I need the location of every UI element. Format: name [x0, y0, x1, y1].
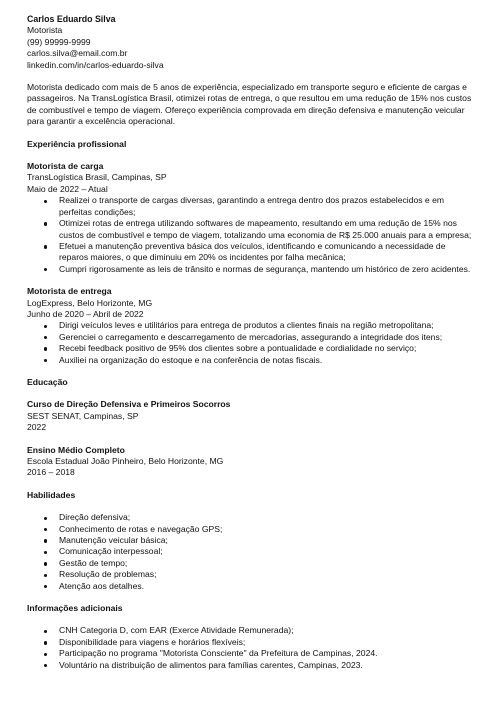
- additional-info-item: CNH Categoria D, com EAR (Exerce Atividade Remunerada);: [59, 625, 475, 636]
- additional-info-item: Disponibilidade para viagens e horários flexíveis;: [59, 637, 475, 648]
- resume-document: [27, 14, 475, 671]
- job-title: Motorista de entrega: [27, 286, 112, 297]
- additional-info-item: Participação no programa "Motorista Consciente" da Prefeitura de Campinas, 2024.: [59, 648, 475, 659]
- bullet-item: Auxiliei na organização do estoque e na conferência de notas fiscais.: [59, 355, 475, 366]
- email-address: carlos.silva@email.com.br: [27, 48, 128, 59]
- institution-name: SEST SENAT, Campinas, SP: [27, 410, 139, 421]
- bullet-item: Efetuei a manutenção preventiva básica dos veículos, identificando e comunicando a necessidade de reparos maiores, o que diminuiu em 20% os incidentes por falha mecânica;: [59, 241, 475, 264]
- job-period: Junho de 2020 – Abril de 2022: [27, 308, 144, 319]
- education-entry: [27, 445, 475, 479]
- additional-info-list: [27, 625, 475, 671]
- institution-name: Escola Estadual João Pinheiro, Belo Horizonte, MG: [27, 456, 224, 466]
- course-title: Curso de Direção Defensiva e Primeiros Socorros: [27, 399, 231, 410]
- job-entry: [27, 286, 475, 366]
- skills-list: [27, 512, 475, 592]
- skill-item: Gestão de tempo;: [59, 558, 475, 569]
- education-period: 2022: [27, 422, 47, 433]
- bullet-item: Cumpri rigorosamente as leis de trânsito e normas de segurança, mantendo um histórico de zero acidentes.: [59, 264, 475, 275]
- bullet-item: Gerenciei o carregamento e descarregamento de mercadorias, assegurando a integridade dos itens;: [59, 332, 475, 343]
- education-period: 2016 – 2018: [27, 467, 75, 478]
- job-entry: [27, 161, 475, 275]
- job-bullets: [27, 195, 475, 275]
- course-title: Ensino Médio Completo: [27, 444, 125, 455]
- experience-heading: Experiência profissional: [27, 138, 127, 149]
- linkedin-url: linkedin.com/in/carlos-eduardo-silva: [27, 59, 164, 70]
- candidate-name: Carlos Eduardo Silva: [27, 14, 116, 24]
- bullet-item: Dirigi veículos leves e utilitários para entrega de produtos a clientes finais na região metropolitana;: [59, 320, 475, 331]
- skills-heading: Habilidades: [27, 489, 76, 500]
- job-company: LogExpress, Belo Horizonte, MG: [27, 297, 153, 308]
- job-company: TransLogística Brasil, Campinas, SP: [27, 172, 167, 183]
- additional-info-heading: Informações adicionais: [27, 603, 123, 614]
- skill-item: Manutenção veicular básica;: [59, 535, 475, 546]
- job-bullets: [27, 320, 475, 366]
- bullet-item: Recebi feedback positivo de 95% dos clientes sobre a pontualidade e cordialidade no serviço;: [59, 343, 475, 354]
- job-period: Maio de 2022 – Atual: [27, 183, 108, 194]
- skill-item: Direção defensiva;: [59, 512, 475, 523]
- education-heading: Educação: [27, 376, 68, 387]
- skill-item: Resolução de problemas;: [59, 569, 475, 580]
- phone-number: (99) 99999-9999: [27, 36, 91, 47]
- resume-header: [27, 14, 475, 71]
- job-title: Motorista de carga: [27, 161, 104, 172]
- additional-info-item: Voluntário na distribuição de alimentos para famílias carentes, Campinas, 2023.: [59, 660, 475, 671]
- education-entry: [27, 399, 475, 433]
- candidate-role: Motorista: [27, 25, 63, 36]
- professional-summary: Motorista dedicado com mais de 5 anos de experiência, especializado em transporte seguro e eficiente de cargas e passageiros. Na TransLogística Brasil, otimizei rotas de entrega, o que resultou em uma redução de 15% nos custos de combustível e tempo de viagem. Ofereço experiência comprovada em direção defensiva e manutenção veicular para garantir a excelência operacional.: [27, 82, 472, 127]
- skill-item: Comunicação interpessoal;: [59, 546, 475, 557]
- skill-item: Conhecimento de rotas e navegação GPS;: [59, 524, 475, 535]
- bullet-item: Realizei o transporte de cargas diversas, garantindo a entrega dentro dos prazos estabelecidos e em perfeitas condições;: [59, 195, 475, 218]
- bullet-item: Otimizei rotas de entrega utilizando softwares de mapeamento, resultando em uma redução de 15% nos custos de combustível e tempo de viagem, totalizando uma economia de R$ 25.000 anuais para a empresa;: [59, 218, 475, 241]
- skill-item: Atenção aos detalhes.: [59, 581, 475, 592]
